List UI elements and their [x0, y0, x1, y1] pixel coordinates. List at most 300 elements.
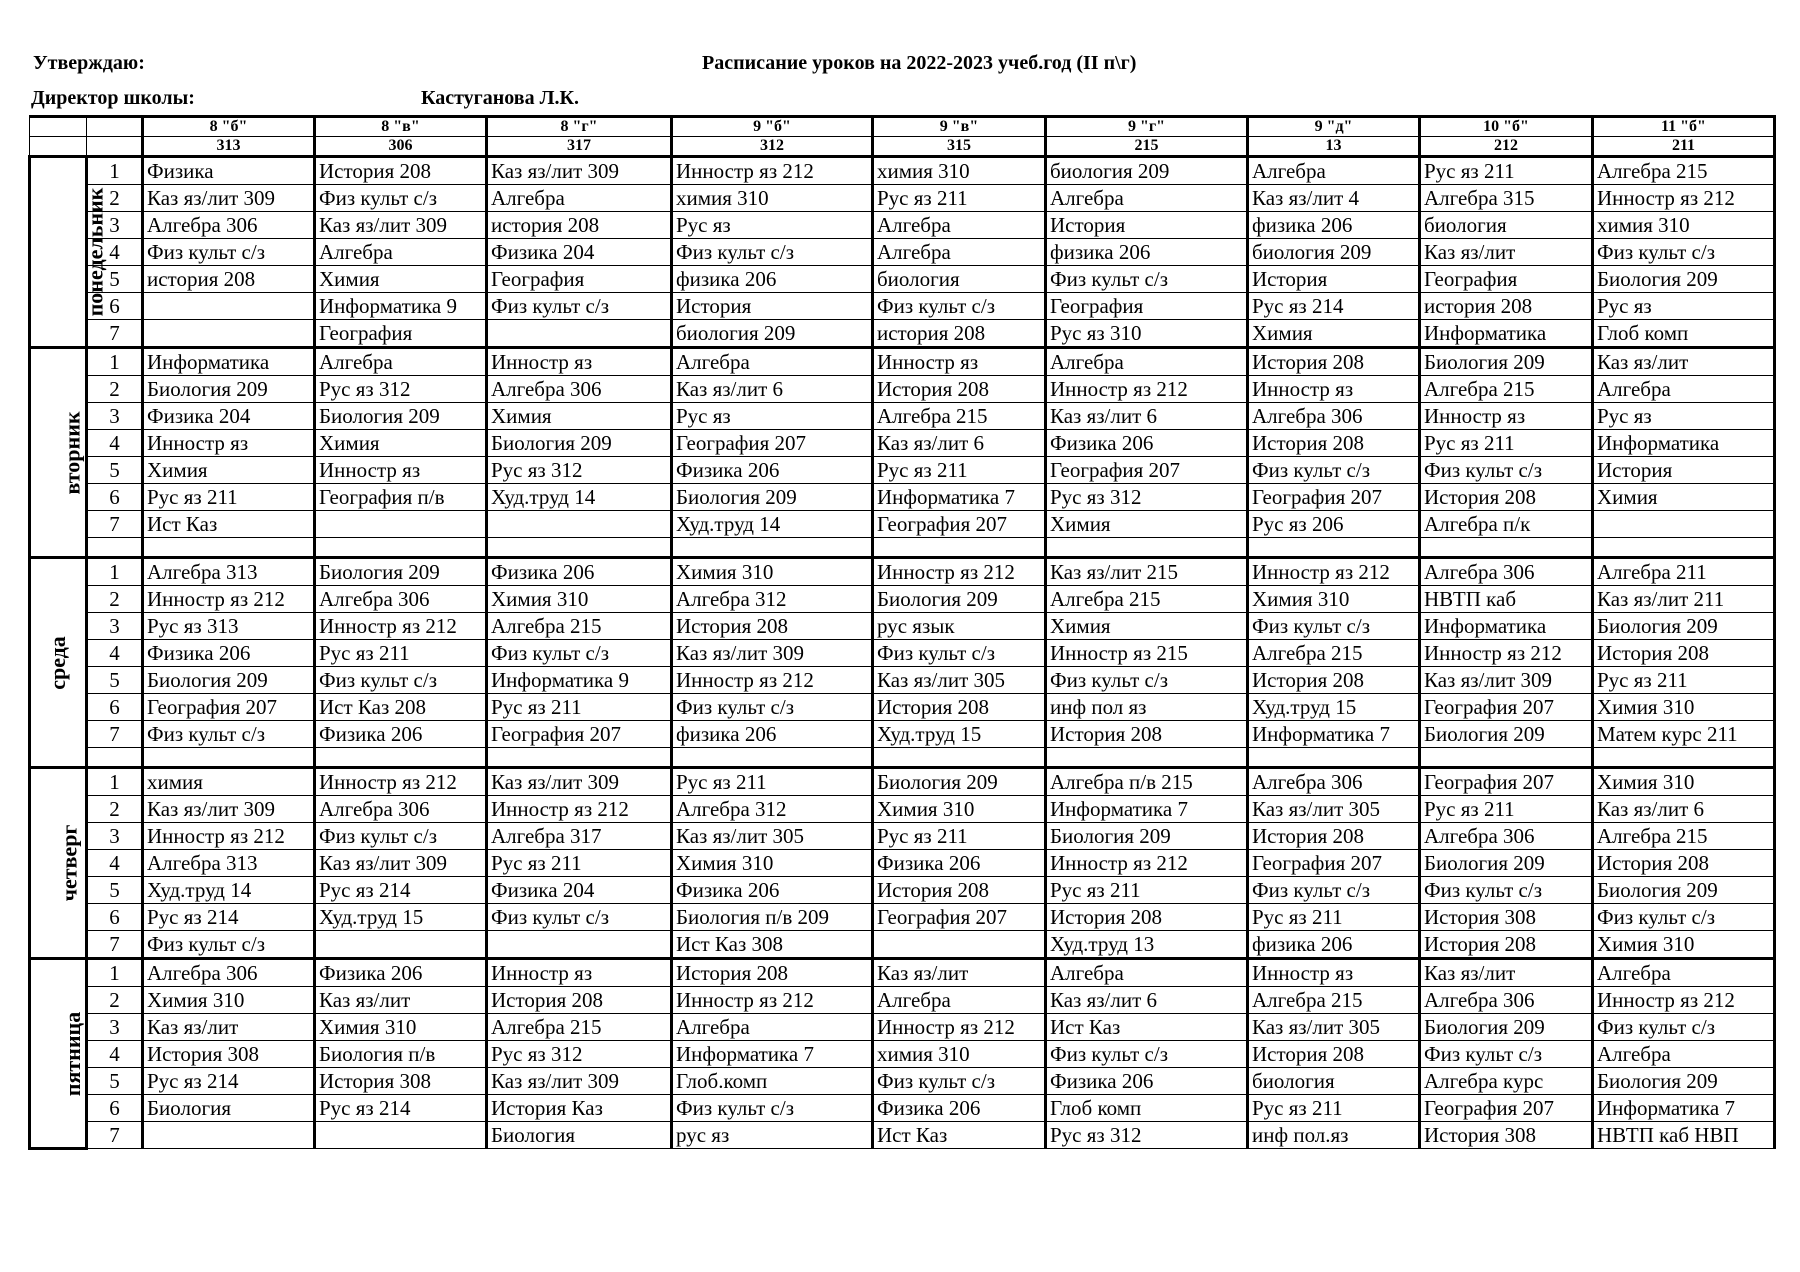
lesson-number: 4	[87, 430, 143, 457]
lesson-cell: Инностр яз 212	[315, 768, 487, 796]
lesson-cell: Физ культ с/з	[143, 721, 315, 748]
empty-cell	[487, 538, 672, 558]
lesson-cell: Рус яз 211	[1248, 904, 1420, 931]
empty-cell	[487, 748, 672, 768]
lesson-number: 7	[87, 320, 143, 348]
day-name: среда	[44, 635, 70, 690]
lesson-cell: Каз яз/лит	[315, 987, 487, 1014]
lesson-cell: Алгебра 306	[1248, 768, 1420, 796]
corner-cell	[87, 117, 143, 137]
lesson-number: 1	[87, 157, 143, 185]
lesson-row	[30, 403, 1775, 430]
lesson-cell: Алгебра курс	[1420, 1068, 1593, 1095]
lesson-cell: Химия 310	[672, 850, 873, 877]
lesson-cell: История 208	[1248, 667, 1420, 694]
lesson-cell: Химия	[1046, 613, 1248, 640]
lesson-cell: инф пол.яз	[1248, 1122, 1420, 1149]
empty-cell	[672, 748, 873, 768]
lesson-cell: Алгебра 215	[1046, 586, 1248, 613]
empty-cell	[87, 748, 143, 768]
class-room: 215	[1046, 137, 1248, 157]
lesson-cell: Каз яз/лит 305	[873, 667, 1046, 694]
lesson-cell: Физ культ с/з	[143, 931, 315, 959]
lesson-cell: История 208	[873, 694, 1046, 721]
day-cell	[30, 157, 108, 348]
lesson-cell: Биология 209	[315, 558, 487, 586]
lesson-cell: История 208	[1420, 931, 1593, 959]
lesson-cell: Химия	[1248, 320, 1420, 348]
empty-cell	[1046, 748, 1248, 768]
lesson-cell: Каз яз/лит	[1593, 348, 1775, 376]
lesson-cell: Физ культ с/з	[487, 904, 672, 931]
lesson-row	[30, 1095, 1775, 1122]
lesson-cell: Каз яз/лит 4	[1248, 185, 1420, 212]
lesson-cell: Каз яз/лит 309	[487, 157, 672, 185]
lesson-row	[30, 1068, 1775, 1095]
lesson-cell: Информатика 9	[315, 293, 487, 320]
lesson-cell: Рус яз 214	[1248, 293, 1420, 320]
lesson-cell: География 207	[1046, 457, 1248, 484]
lesson-cell: физика 206	[672, 266, 873, 293]
lesson-cell	[143, 320, 315, 348]
director-label: Директор школы:	[31, 87, 195, 109]
lesson-cell: Алгебра	[315, 239, 487, 266]
lesson-cell: Рус яз 211	[487, 850, 672, 877]
lesson-cell: Каз яз/лит 211	[1593, 586, 1775, 613]
lesson-number: 7	[87, 721, 143, 748]
lesson-cell: Физика 206	[873, 850, 1046, 877]
lesson-number: 5	[87, 667, 143, 694]
lesson-cell: География	[315, 320, 487, 348]
lesson-cell: География 207	[487, 721, 672, 748]
lesson-cell: Алгебра 215	[873, 403, 1046, 430]
lesson-cell: Физика 206	[672, 877, 873, 904]
lesson-number: 7	[87, 1122, 143, 1149]
lesson-cell: Биология 209	[315, 403, 487, 430]
lesson-cell: География 207	[1248, 850, 1420, 877]
lesson-cell	[487, 931, 672, 959]
lesson-cell: История	[1046, 212, 1248, 239]
lesson-cell: История 308	[1420, 904, 1593, 931]
lesson-number: 4	[87, 239, 143, 266]
lesson-cell: Ист Каз 208	[315, 694, 487, 721]
lesson-cell: биология	[1248, 1068, 1420, 1095]
lesson-number: 3	[87, 212, 143, 239]
lesson-row	[30, 266, 1775, 293]
lesson-cell: Физика 206	[1046, 1068, 1248, 1095]
lesson-cell: Каз яз/лит 305	[1248, 1014, 1420, 1041]
lesson-row	[30, 959, 1775, 987]
lesson-number: 6	[87, 293, 143, 320]
lesson-cell: Матем курс 211	[1593, 721, 1775, 748]
lesson-cell: Биология 209	[672, 484, 873, 511]
lesson-cell: Физ культ с/з	[1420, 877, 1593, 904]
lesson-cell: Химия 310	[315, 1014, 487, 1041]
lesson-cell: рус язык	[873, 613, 1046, 640]
lesson-cell: Рус яз 313	[143, 613, 315, 640]
lesson-cell: Инностр яз 212	[672, 667, 873, 694]
lesson-cell: Информатика	[143, 348, 315, 376]
lesson-cell: Химия 310	[1593, 931, 1775, 959]
lesson-cell: Физ культ с/з	[873, 293, 1046, 320]
class-header-row	[30, 117, 1775, 137]
lesson-cell: Физ культ с/з	[672, 239, 873, 266]
lesson-cell: Инностр яз 212	[143, 586, 315, 613]
lesson-number: 5	[87, 457, 143, 484]
lesson-cell: Каз яз/лит 309	[487, 1068, 672, 1095]
lesson-cell: Физ культ с/з	[1420, 457, 1593, 484]
lesson-cell: НВТП каб	[1420, 586, 1593, 613]
lesson-row	[30, 931, 1775, 959]
lesson-cell: история 208	[487, 212, 672, 239]
lesson-cell: Алгебра 315	[1420, 185, 1593, 212]
lesson-cell: Биология 209	[487, 430, 672, 457]
lesson-number: 1	[87, 959, 143, 987]
lesson-cell: Алгебра 306	[143, 959, 315, 987]
lesson-cell: История 308	[315, 1068, 487, 1095]
lesson-row	[30, 320, 1775, 348]
lesson-cell: Ист Каз	[143, 511, 315, 538]
empty-cell	[1593, 538, 1775, 558]
lesson-cell: Алгебра п/в 215	[1046, 768, 1248, 796]
lesson-cell: Биология п/в 209	[672, 904, 873, 931]
lesson-cell: Биология 209	[873, 768, 1046, 796]
lesson-cell: История	[1593, 457, 1775, 484]
lesson-cell: Алгебра	[1593, 1041, 1775, 1068]
lesson-number: 2	[87, 586, 143, 613]
lesson-row	[30, 694, 1775, 721]
lesson-cell: Каз яз/лит 309	[487, 768, 672, 796]
lesson-cell: Алгебра 306	[315, 796, 487, 823]
lesson-cell: Химия 310	[487, 586, 672, 613]
lesson-cell: Рус яз 211	[1420, 796, 1593, 823]
lesson-cell: Химия 310	[1593, 694, 1775, 721]
lesson-row	[30, 823, 1775, 850]
lesson-row	[30, 293, 1775, 320]
lesson-cell: Алгебра 306	[315, 586, 487, 613]
lesson-cell: История 208	[1046, 904, 1248, 931]
lesson-cell: Химия	[1046, 511, 1248, 538]
lesson-number: 6	[87, 694, 143, 721]
lesson-row	[30, 376, 1775, 403]
empty-cell	[143, 748, 315, 768]
lesson-cell	[1593, 511, 1775, 538]
lesson-cell: Физ культ с/з	[315, 823, 487, 850]
lesson-cell: Физ культ с/з	[1420, 1041, 1593, 1068]
schedule-title: Расписание уроков на 2022-2023 учеб.год (II п\г)	[702, 52, 1137, 74]
lesson-cell: География 207	[1248, 484, 1420, 511]
lesson-number: 1	[87, 768, 143, 796]
lesson-cell: рус яз	[672, 1122, 873, 1149]
lesson-cell: Физ культ с/з	[672, 694, 873, 721]
lesson-cell: Рус яз 211	[873, 823, 1046, 850]
lesson-cell: Алгебра п/к	[1420, 511, 1593, 538]
lesson-cell: Каз яз/лит	[873, 959, 1046, 987]
lesson-number: 5	[87, 266, 143, 293]
lesson-cell: История 208	[1593, 640, 1775, 667]
lesson-cell: Инностр яз 212	[143, 823, 315, 850]
class-room: 211	[1593, 137, 1775, 157]
lesson-cell: Физ культ с/з	[873, 1068, 1046, 1095]
lesson-cell: Алгебра	[672, 348, 873, 376]
lesson-cell: Алгебра 312	[672, 796, 873, 823]
lesson-cell: История	[672, 293, 873, 320]
lesson-cell: Физ культ с/з	[1046, 667, 1248, 694]
empty-cell	[1420, 538, 1593, 558]
lesson-row	[30, 721, 1775, 748]
lesson-number: 7	[87, 511, 143, 538]
lesson-cell: Рус яз 310	[1046, 320, 1248, 348]
lesson-cell: химия	[143, 768, 315, 796]
empty-cell	[1593, 748, 1775, 768]
lesson-number: 4	[87, 850, 143, 877]
lesson-cell: Алгебра	[672, 1014, 873, 1041]
lesson-row	[30, 640, 1775, 667]
lesson-cell: химия 310	[873, 157, 1046, 185]
lesson-cell: Алгебра	[873, 239, 1046, 266]
lesson-cell: биология	[1420, 212, 1593, 239]
lesson-cell: Биология 209	[1420, 1014, 1593, 1041]
lesson-cell: География п/в	[315, 484, 487, 511]
lesson-cell: Худ.труд 14	[487, 484, 672, 511]
lesson-cell: География	[1420, 266, 1593, 293]
lesson-cell: Инностр яз 212	[672, 157, 873, 185]
lesson-cell: Биология	[143, 1095, 315, 1122]
lesson-cell: НВТП каб НВП	[1593, 1122, 1775, 1149]
lesson-cell: Алгебра	[1248, 157, 1420, 185]
lesson-cell: Рус яз 312	[487, 1041, 672, 1068]
lesson-cell: Каз яз/лит 309	[315, 212, 487, 239]
lesson-cell: Глоб.комп	[672, 1068, 873, 1095]
lesson-cell: Каз яз/лит 6	[1593, 796, 1775, 823]
lesson-cell: Рус яз 312	[315, 376, 487, 403]
lesson-cell: Инностр яз 212	[1046, 850, 1248, 877]
lesson-row	[30, 558, 1775, 586]
lesson-cell: География 207	[1420, 1095, 1593, 1122]
lesson-cell: Рус яз 211	[315, 640, 487, 667]
lesson-cell: Алгебра 306	[1420, 558, 1593, 586]
lesson-cell: Каз яз/лит 215	[1046, 558, 1248, 586]
lesson-cell: Информатика 7	[1248, 721, 1420, 748]
lesson-cell: Алгебра 215	[1593, 823, 1775, 850]
lesson-cell: Алгебра 215	[1593, 157, 1775, 185]
lesson-cell: Биология	[487, 1122, 672, 1149]
lesson-cell: Алгебра 211	[1593, 558, 1775, 586]
lesson-cell: Инностр яз 212	[873, 558, 1046, 586]
lesson-cell: Химия 310	[1593, 768, 1775, 796]
day-cell	[30, 558, 87, 768]
lesson-cell: Рус яз 312	[1046, 1122, 1248, 1149]
lesson-cell: Физ культ с/з	[315, 185, 487, 212]
lesson-cell: биология 209	[1046, 157, 1248, 185]
empty-cell	[315, 538, 487, 558]
lesson-cell: Алгебра 215	[487, 1014, 672, 1041]
lesson-cell	[143, 293, 315, 320]
lesson-cell: Физ культ с/з	[315, 667, 487, 694]
lesson-cell: Физ культ с/з	[143, 239, 315, 266]
lesson-number: 1	[87, 558, 143, 586]
lesson-cell: Рус яз	[672, 212, 873, 239]
class-room: 313	[143, 137, 315, 157]
lesson-cell: История 208	[873, 877, 1046, 904]
lesson-cell: Информатика 7	[1046, 796, 1248, 823]
lesson-cell: химия 310	[1593, 212, 1775, 239]
lesson-cell: Физика 206	[672, 457, 873, 484]
lesson-cell: физика 206	[1248, 931, 1420, 959]
lesson-cell: Биология 209	[1420, 721, 1593, 748]
lesson-cell: Каз яз/лит 309	[1420, 667, 1593, 694]
lesson-cell: География 207	[672, 430, 873, 457]
lesson-cell: История 308	[143, 1041, 315, 1068]
lesson-cell: История 208	[1420, 484, 1593, 511]
lesson-cell: Алгебра	[873, 987, 1046, 1014]
lesson-number: 4	[87, 1041, 143, 1068]
class-name: 9 "г"	[1046, 117, 1248, 137]
empty-cell	[1420, 748, 1593, 768]
lesson-cell: История 208	[1046, 721, 1248, 748]
lesson-cell: Алгебра 312	[672, 586, 873, 613]
lesson-cell: География 207	[873, 904, 1046, 931]
lesson-cell: Физ культ с/з	[1248, 877, 1420, 904]
lesson-cell: Алгебра 215	[1420, 376, 1593, 403]
lesson-cell: Физика 206	[315, 959, 487, 987]
lesson-row	[30, 987, 1775, 1014]
lesson-cell: История 308	[1420, 1122, 1593, 1149]
class-room: 306	[315, 137, 487, 157]
day-name: понедельник	[82, 187, 108, 317]
lesson-cell: Химия	[315, 266, 487, 293]
lesson-cell: Рус яз 211	[1593, 667, 1775, 694]
lesson-cell: история 208	[1420, 293, 1593, 320]
lesson-cell: География 207	[1420, 694, 1593, 721]
lesson-cell: Каз яз/лит	[1420, 239, 1593, 266]
lesson-cell: Рус яз 211	[487, 694, 672, 721]
lesson-cell: Физ культ с/з	[1046, 266, 1248, 293]
lesson-cell: История Каз	[487, 1095, 672, 1122]
lesson-cell: Алгебра	[315, 348, 487, 376]
lesson-cell: Информатика 7	[1593, 1095, 1775, 1122]
lesson-cell: Информатика	[1420, 320, 1593, 348]
lesson-cell	[315, 931, 487, 959]
lesson-cell: История 208	[1248, 823, 1420, 850]
lesson-cell: Рус яз 211	[873, 185, 1046, 212]
lesson-cell: Информатика 7	[672, 1041, 873, 1068]
empty-cell	[1046, 538, 1248, 558]
lesson-cell: Каз яз/лит	[143, 1014, 315, 1041]
lesson-cell: Биология п/в	[315, 1041, 487, 1068]
lesson-row	[30, 586, 1775, 613]
lesson-cell: биология	[873, 266, 1046, 293]
lesson-cell: Рус яз 211	[672, 768, 873, 796]
lesson-row	[30, 904, 1775, 931]
lesson-number: 3	[87, 1014, 143, 1041]
lesson-cell: Глоб комп	[1046, 1095, 1248, 1122]
lesson-cell: Физика 206	[143, 640, 315, 667]
lesson-row	[30, 484, 1775, 511]
lesson-cell: Инностр яз 212	[1593, 185, 1775, 212]
lesson-cell: Инностр яз 212	[1046, 376, 1248, 403]
lesson-cell: Рус яз 206	[1248, 511, 1420, 538]
lesson-cell: Инностр яз 212	[672, 987, 873, 1014]
class-name: 8 "б"	[143, 117, 315, 137]
lesson-number: 1	[87, 348, 143, 376]
lesson-cell: Каз яз/лит 309	[672, 640, 873, 667]
lesson-cell: Биология 209	[1420, 850, 1593, 877]
lesson-number: 6	[87, 1095, 143, 1122]
lesson-cell: Химия 310	[1248, 586, 1420, 613]
lesson-cell: Алгебра 306	[1420, 823, 1593, 850]
empty-cell	[1248, 538, 1420, 558]
lesson-cell: Физ культ с/з	[1248, 457, 1420, 484]
empty-cell	[1248, 748, 1420, 768]
day-name: пятница	[60, 1011, 86, 1096]
empty-cell	[143, 538, 315, 558]
lesson-cell: Физика 206	[487, 558, 672, 586]
lesson-cell: Алгебра	[1593, 959, 1775, 987]
lesson-cell: Информатика	[1420, 613, 1593, 640]
class-name: 9 "б"	[672, 117, 873, 137]
lesson-cell: Каз яз/лит 309	[315, 850, 487, 877]
lesson-number: 2	[87, 796, 143, 823]
lesson-cell: Худ.труд 13	[1046, 931, 1248, 959]
lesson-cell: История 208	[873, 376, 1046, 403]
lesson-cell	[487, 320, 672, 348]
room-header-row	[30, 137, 1775, 157]
lesson-cell: Информатика 9	[487, 667, 672, 694]
lesson-cell: История 208	[1593, 850, 1775, 877]
lesson-cell: Биология 209	[1593, 266, 1775, 293]
lesson-cell: Физика 204	[143, 403, 315, 430]
lesson-number: 3	[87, 403, 143, 430]
lesson-number: 7	[87, 931, 143, 959]
lesson-cell: Инностр яз 212	[487, 796, 672, 823]
lesson-cell: Рус яз 211	[143, 484, 315, 511]
day-name: четверг	[56, 824, 82, 902]
lesson-number: 3	[87, 823, 143, 850]
lesson-cell: Рус яз	[672, 403, 873, 430]
lesson-cell: Физ культ с/з	[1593, 1014, 1775, 1041]
day-name: вторник	[59, 410, 85, 495]
empty-cell	[315, 748, 487, 768]
class-name: 9 "д"	[1248, 117, 1420, 137]
lesson-cell: химия 310	[873, 1041, 1046, 1068]
lesson-cell: География	[1046, 293, 1248, 320]
lesson-cell: история 208	[873, 320, 1046, 348]
lesson-cell: Рус яз	[1593, 293, 1775, 320]
lesson-cell: Рус яз 211	[1248, 1095, 1420, 1122]
lesson-cell: Инностр яз 215	[1046, 640, 1248, 667]
lesson-cell	[143, 1122, 315, 1149]
lesson-cell: Алгебра 313	[143, 850, 315, 877]
lesson-cell: Физ культ с/з	[487, 640, 672, 667]
lesson-cell: Физика 206	[1046, 430, 1248, 457]
lesson-cell: Информатика 7	[873, 484, 1046, 511]
lesson-cell: Каз яз/лит 6	[1046, 403, 1248, 430]
lesson-cell: География	[487, 266, 672, 293]
lesson-cell: Алгебра 215	[487, 613, 672, 640]
lesson-row	[30, 239, 1775, 266]
lesson-cell: Каз яз/лит	[1420, 959, 1593, 987]
lesson-cell: История 208	[1248, 348, 1420, 376]
lesson-cell: Алгебра	[487, 185, 672, 212]
lesson-row	[30, 796, 1775, 823]
lesson-number: 3	[87, 613, 143, 640]
lesson-cell: Химия 310	[143, 987, 315, 1014]
lesson-cell: Физика 206	[315, 721, 487, 748]
lesson-number: 2	[87, 185, 143, 212]
lesson-cell: Худ.труд 15	[1248, 694, 1420, 721]
empty-row	[30, 538, 1775, 558]
